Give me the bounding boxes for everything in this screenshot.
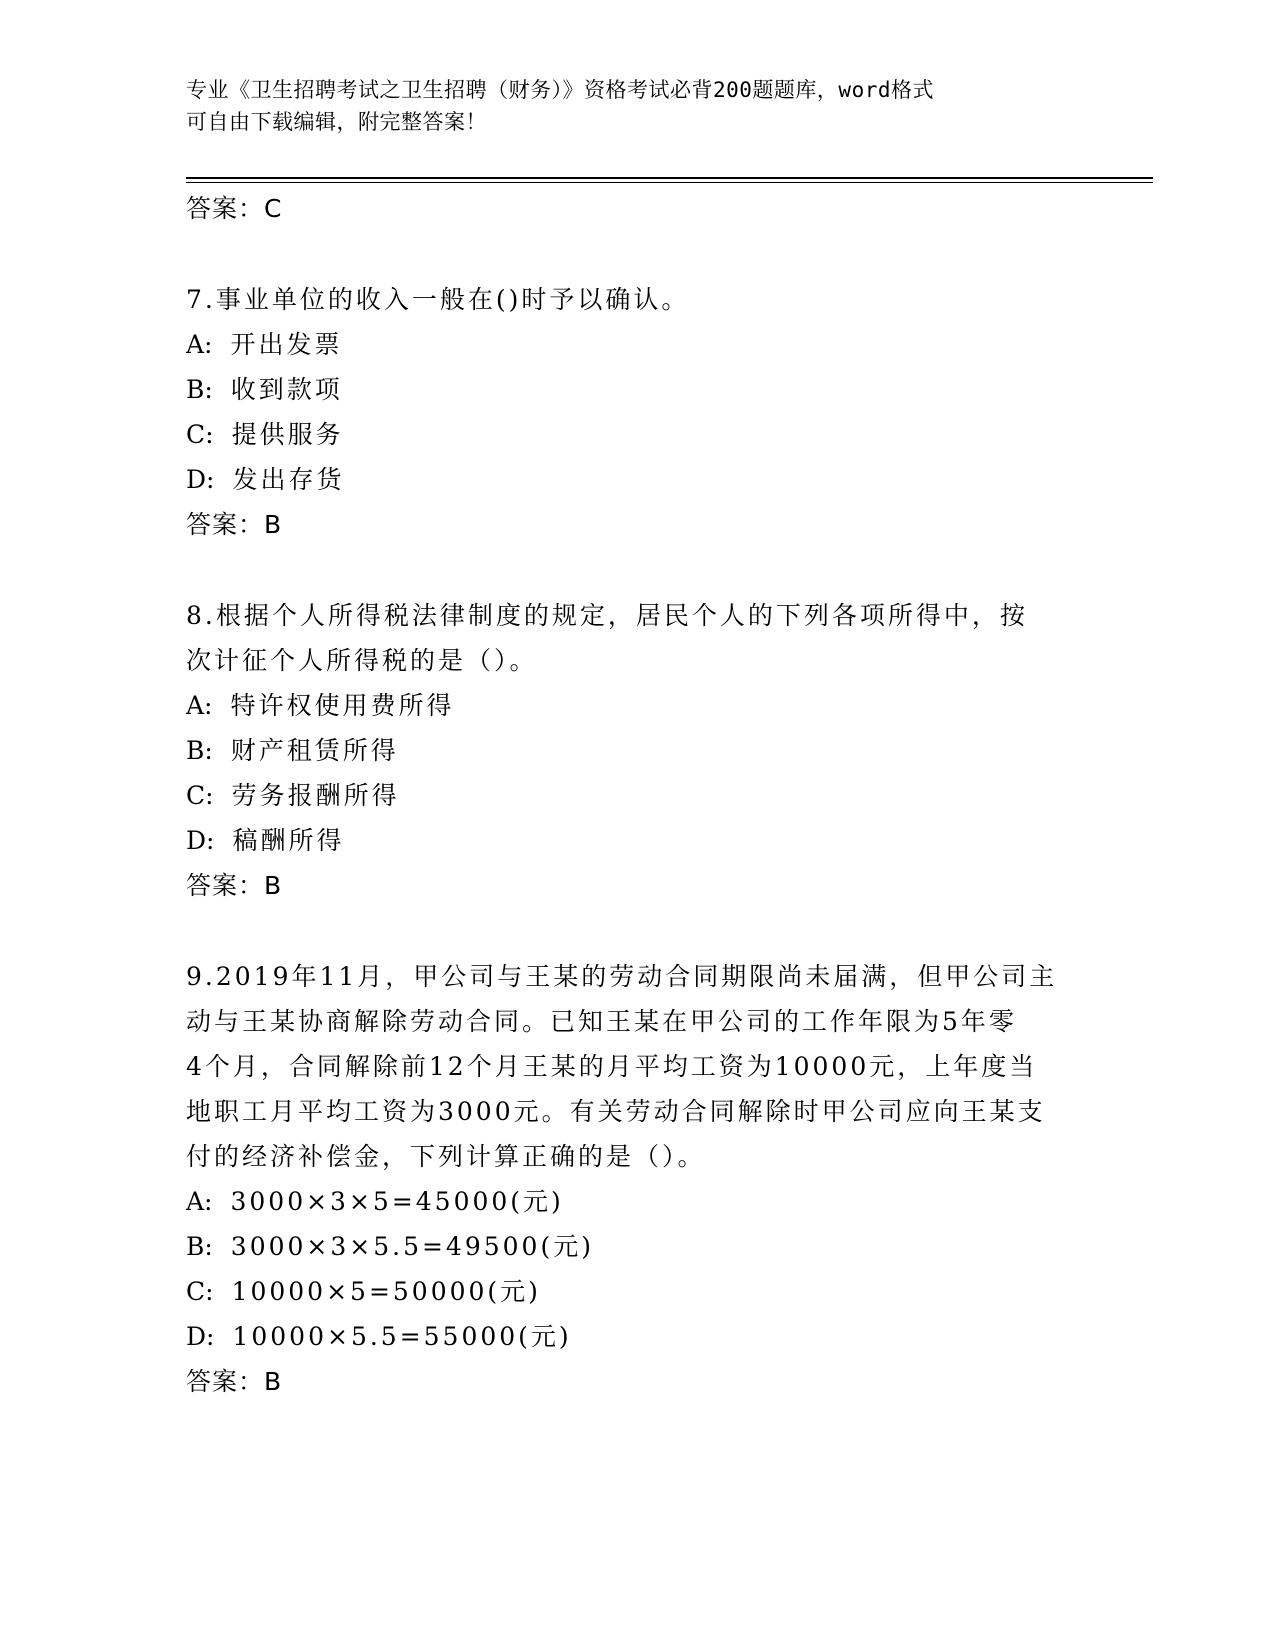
spacer: [186, 231, 1086, 277]
option-text: 发出存货: [232, 465, 345, 494]
option-b: [186, 1224, 1086, 1269]
option-letter: C:: [186, 781, 214, 810]
document-body: [186, 186, 1086, 1404]
answer-line: [186, 502, 1086, 547]
option-b: [186, 367, 1086, 412]
option-a: [186, 1179, 1086, 1224]
option-letter: B:: [186, 375, 213, 404]
option-text: 开出发票: [230, 330, 343, 359]
option-d: [186, 457, 1086, 502]
answer-label: 答案：: [186, 510, 265, 539]
option-text: 3000×3×5.5=49500(元): [230, 1232, 594, 1261]
answer-label: 答案：: [186, 1367, 265, 1396]
question-text: 9.2019年11月，甲公司与王某的劳动合同期限尚未届满，但甲公司主: [186, 962, 1058, 991]
question-text: 7.事业单位的收入一般在()时予以确认。: [186, 285, 690, 314]
answer-line: [186, 863, 1086, 908]
spacer: [186, 908, 1086, 954]
header-divider-thin: [186, 182, 1153, 183]
answer-value: B: [264, 871, 282, 900]
option-text: 提供服务: [231, 420, 344, 449]
previous-answer: [186, 186, 1086, 231]
option-b: [186, 728, 1086, 773]
option-letter: C:: [186, 1277, 214, 1306]
header-line-2: 可自由下载编辑，附完整答案！: [186, 110, 487, 134]
option-text: 劳务报酬所得: [231, 781, 400, 810]
question-text: 8.根据个人所得税法律制度的规定，居民个人的下列各项所得中，按: [186, 601, 1028, 630]
answer-value: C: [264, 194, 282, 223]
option-letter: B:: [186, 1232, 213, 1261]
option-text: 10000×5=50000(元): [231, 1277, 541, 1306]
option-letter: A:: [186, 330, 213, 359]
option-letter: C:: [186, 420, 214, 449]
question-block: [186, 277, 1086, 547]
answer-label: 答案：: [186, 871, 265, 900]
spacer: [186, 547, 1086, 593]
question-text: 次计征个人所得税的是（）。: [186, 646, 538, 675]
option-letter: D:: [186, 465, 215, 494]
option-text: 稿酬所得: [232, 826, 345, 855]
option-text: 财产租赁所得: [230, 736, 399, 765]
document-header: [186, 74, 1086, 138]
option-d: [186, 1314, 1086, 1359]
option-a: [186, 683, 1086, 728]
option-letter: D:: [186, 826, 215, 855]
question-text: 动与王某协商解除劳动合同。已知王某在甲公司的工作年限为5年零: [186, 1007, 1017, 1036]
option-letter: A:: [186, 691, 213, 720]
question-text: 付的经济补偿金，下列计算正确的是（）。: [186, 1142, 706, 1171]
question-block: [186, 593, 1086, 908]
option-c: [186, 773, 1086, 818]
header-divider-thick: [186, 177, 1153, 179]
question-text: 地职工月平均工资为3000元。有关劳动合同解除时甲公司应向王某支: [186, 1097, 1046, 1126]
option-text: 3000×3×5=45000(元): [230, 1187, 564, 1216]
option-a: [186, 322, 1086, 367]
answer-value: B: [264, 1367, 282, 1396]
answer-value: B: [264, 510, 282, 539]
option-d: [186, 818, 1086, 863]
header-line-1: 专业《卫生招聘考试之卫生招聘（财务）》资格考试必背200题题库，word格式: [186, 78, 934, 102]
question-text: 4个月，合同解除前12个月王某的月平均工资为10000元，上年度当: [186, 1052, 1038, 1081]
option-text: 收到款项: [230, 375, 343, 404]
option-text: 特许权使用费所得: [230, 691, 455, 720]
option-letter: A:: [186, 1187, 213, 1216]
answer-line: [186, 1359, 1086, 1404]
option-c: [186, 412, 1086, 457]
option-letter: B:: [186, 736, 213, 765]
option-text: 10000×5.5=55000(元): [232, 1322, 572, 1351]
option-letter: D:: [186, 1322, 215, 1351]
answer-label: 答案：: [186, 194, 265, 223]
question-block: [186, 954, 1086, 1404]
option-c: [186, 1269, 1086, 1314]
